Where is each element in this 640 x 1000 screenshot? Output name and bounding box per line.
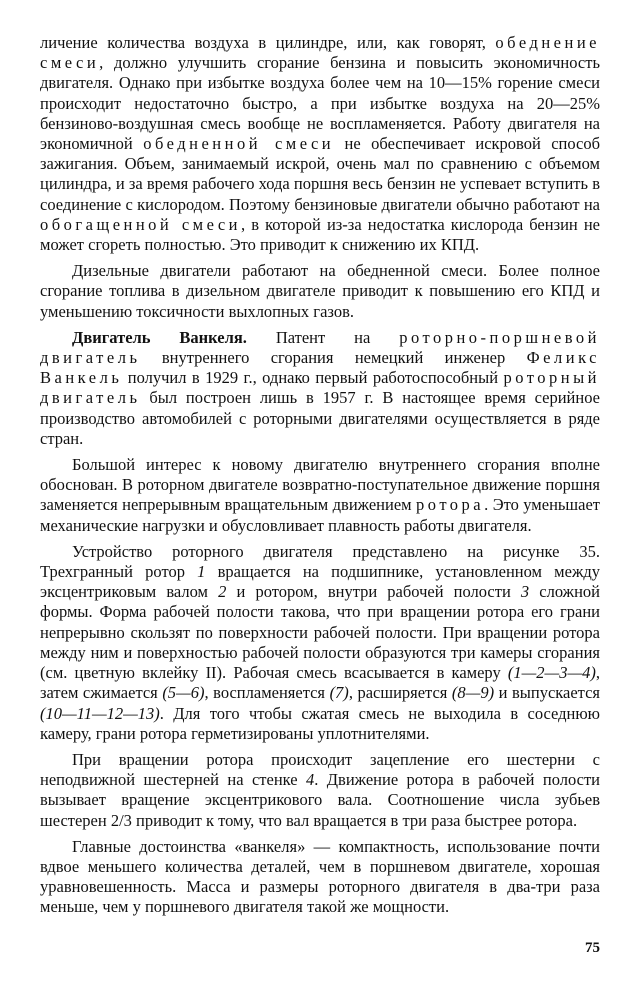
text-run: внутреннего сгорания немецкий инженер [140, 348, 527, 368]
text-run: личение количества воздуха в цилиндре, или, как говорят, [40, 33, 496, 52]
text-run: . Это уменьшает механические нагрузки и обусловливает плавность работы двигателя. [40, 495, 600, 535]
text-run: Патент на [246, 327, 400, 347]
paragraph-interest [40, 455, 600, 536]
text-run: . Движение ротора в рабочей полости вызывает вращение эксцентрикового вала. Соотношение числа зубьев шестерен 2/3 приводит к тому, что вал вращается в три раза быстрее ротора. [40, 770, 601, 830]
page-body [40, 33, 600, 918]
paragraph-advantages [40, 837, 600, 918]
text-run: Главные достоинства «ванкеля» — компактность, использование почти вдвое меньшего количества деталей, чем в поршневом двигателе, хорошая уравновешенность. Масса и размеры роторного двигателя в два-три раза меньше, чем у поршневого двигателя такой же мощности. [40, 836, 600, 917]
text-run: получил в 1929 г., однако первый работоспособный [122, 368, 504, 388]
text-run: и ротором, внутри рабочей полости [226, 582, 521, 602]
text-run: Устройство роторного двигателя представлено на рисунке 35. Трехгранный ротор [40, 541, 600, 582]
text-run: был построен лишь в 1957 г. В настоящее время серийное производство автомобилей с роторными двигателями осуществляется в ряде стран. [40, 388, 600, 448]
text-run: , затем сжимается [40, 663, 600, 703]
paragraph-diesel [40, 261, 600, 322]
text-run: , расширяется [348, 683, 452, 703]
figure-ref: 4 [306, 770, 315, 790]
figure-ref: 2 [218, 582, 227, 602]
emphasis-run: Феликс Ванкель [40, 348, 600, 388]
emphasis-run: ротора [416, 495, 485, 515]
text-run: . Для того чтобы сжатая смесь не выходила в соседнюю камеру, грани ротора герметизированы уплотнителями. [40, 703, 600, 743]
figure-ref: (8—9) [451, 683, 495, 703]
figure-ref: 1 [197, 562, 206, 582]
text-run: вращается на подшипнике, установленном между эксцентриковым валом [40, 562, 600, 602]
emphasis-run: роторно-поршневой двигатель [40, 327, 600, 368]
section-heading: Двигатель Ванкеля. [72, 327, 247, 347]
figure-ref: (7) [329, 683, 349, 703]
figure-ref: 3 [520, 582, 530, 602]
text-run: не обеспечивает искровой способ зажигания. Объем, занимаемый искрой, очень мал по сравнению с объемом цилиндра, и за время рабочего хода поршня весь бензин не успевает вступить в соединение с кислородом. Поэтому бензиновые двигатели обычно работают на [40, 134, 601, 214]
text-run: , в которой из-за недостатка кислорода бензин не может сгореть полностью. Это приводит к снижению их КПД. [40, 214, 600, 255]
emphasis-run: обедненной смеси [143, 134, 335, 154]
text-run: , воспламеняется [204, 683, 330, 703]
figure-ref: (1—2—3—4) [507, 663, 596, 683]
text-run: Дизельные двигатели работают на обедненной смеси. Более полное сгорание топлива в дизельном двигателе приводит к повышению его КПД и уменьшению токсичности выхлопных газов. [40, 261, 600, 321]
figure-ref: (10—11—12—13) [40, 703, 160, 723]
text-run: Большой интерес к новому двигателю внутреннего сгорания вполне обоснован. В роторном двигателе возвратно-поступательное движение поршня заменяется непрерывным вращательным движением [40, 455, 600, 515]
text-run: При вращении ротора происходит зацепление его шестерни с неподвижной шестерней на стенке [40, 749, 600, 790]
emphasis-run: обогащенной смеси [40, 214, 241, 234]
text-run: сложной формы. Форма рабочей полости такова, что при вращении ротора его грани непрерывно скользят по поверхности рабочей полости. При вращении ротора между ним и поверхностью рабочей полости образуются три камеры сгорания (см. цветную вклейку II). Рабочая смесь всасывается в камеру [40, 582, 600, 683]
emphasis-run: роторный двигатель [40, 368, 600, 408]
page-number: 75 [585, 940, 600, 956]
paragraph-construction [40, 542, 600, 744]
paragraph-wankel-intro [40, 328, 600, 449]
paragraph-lean-mixture [40, 33, 600, 255]
figure-ref: (5—6) [162, 683, 205, 703]
emphasis-run: обеднение смеси [40, 33, 600, 73]
text-run: и выпускается [494, 683, 601, 703]
text-run: , должно улучшить сгорание бензина и повысить экономичность двигателя. Однако при избытке воздуха более чем на 10—15% горение смеси происходит недостаточно быстро, а при избытке воздуха на 20—25% бензиново-воздушная смесь вообще не воспламеняется. Работу двигателя на экономичной [40, 53, 600, 154]
paragraph-gearing [40, 750, 600, 831]
